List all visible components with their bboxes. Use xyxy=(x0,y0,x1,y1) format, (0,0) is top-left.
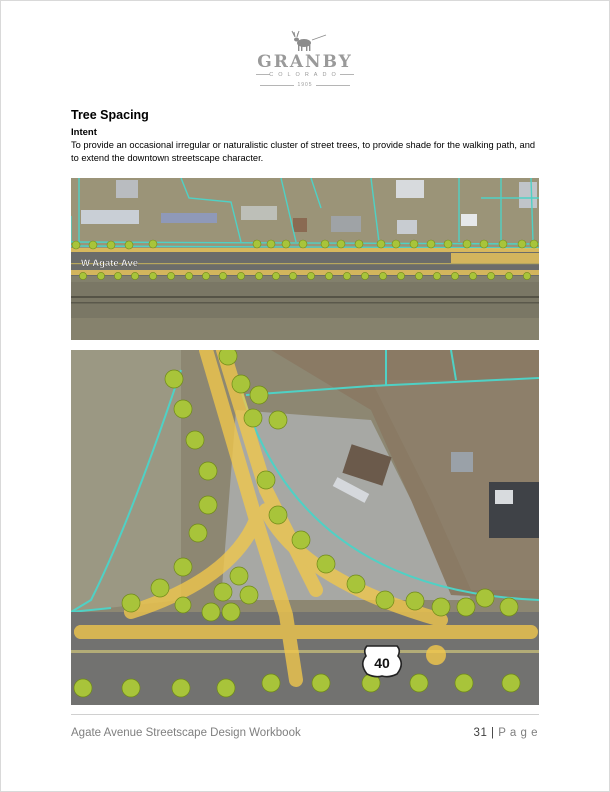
intent-label: Intent xyxy=(71,127,97,138)
logo-state: COLORADO xyxy=(269,72,341,78)
aerial-map-bottom-graphic xyxy=(71,350,539,705)
building xyxy=(519,182,537,208)
building xyxy=(331,216,361,232)
elk-icon xyxy=(240,28,370,52)
granby-logo xyxy=(240,28,370,90)
building xyxy=(161,213,217,223)
footer-divider xyxy=(71,714,539,715)
page-number: 31 xyxy=(473,727,488,739)
us-40-shield-number: 40 xyxy=(374,655,390,671)
building xyxy=(397,220,417,234)
page-word: P a g e xyxy=(498,727,538,739)
building xyxy=(293,218,307,232)
building xyxy=(495,490,513,504)
intent-text: To provide an occasional irregular or naturalistic cluster of street trees, to provide shade for the walking path, and to extend the downtown streetscape character. xyxy=(71,140,536,163)
building xyxy=(461,214,477,226)
logo-wordmark: GRANBY xyxy=(257,52,353,72)
logo-year: 1905 xyxy=(297,82,313,88)
page-separator: | xyxy=(491,727,495,739)
building xyxy=(116,180,138,198)
section-title: Tree Spacing xyxy=(71,108,149,122)
us-40-shield-icon xyxy=(363,646,402,677)
building xyxy=(81,210,139,224)
street-label-agate-ave: W Agate Ave xyxy=(81,258,139,269)
building xyxy=(396,180,424,198)
building xyxy=(241,206,277,220)
aerial-map-agate-ave xyxy=(71,178,539,340)
aerial-map-us40-intersection xyxy=(71,350,539,705)
aerial-map-top-graphic xyxy=(71,178,539,340)
footer-document-title: Agate Avenue Streetscape Design Workbook xyxy=(71,727,301,739)
footer-page-number xyxy=(474,727,538,739)
building xyxy=(451,452,473,472)
